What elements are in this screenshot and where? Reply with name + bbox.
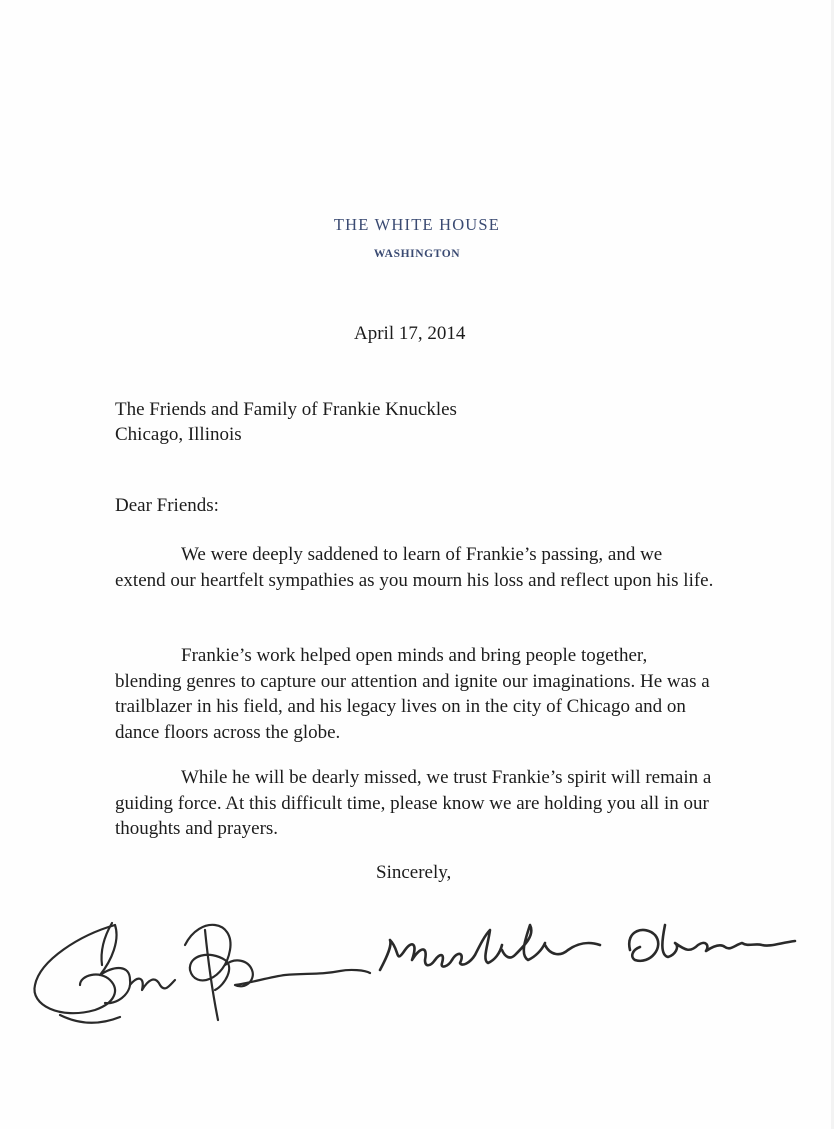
letterhead-subtitle: WASHINGTON xyxy=(373,248,461,260)
letterhead-title: THE WHITE HOUSE xyxy=(333,215,501,234)
letter-date: April 17, 2014 xyxy=(354,323,466,344)
closing: Sincerely, xyxy=(376,862,452,883)
signature-michelle-obama xyxy=(380,925,795,970)
signature-barack-obama xyxy=(34,923,370,1023)
recipient-line-2: Chicago, Illinois xyxy=(115,424,242,445)
signatures xyxy=(20,905,820,1035)
recipient-line-1: The Friends and Family of Frankie Knuckles xyxy=(115,399,457,420)
recipient-address xyxy=(115,397,457,447)
body-paragraph-1: We were deeply saddened to learn of Frankie’s passing, and we extend our heartfelt sympathies as you mourn his loss and reflect upon his life. xyxy=(115,544,714,591)
body-paragraph-2: Frankie’s work helped open minds and bring people together, blending genres to capture our attention and ignite our imaginations. He was a trailblazer in his field, and his legacy lives on in the city of Chicago and on dance floors across the globe. xyxy=(115,645,710,743)
salutation: Dear Friends: xyxy=(115,495,219,516)
body-paragraph-3: While he will be dearly missed, we trust Frankie’s spirit will remain a guiding force. At this difficult time, please know we are holding you all in our thoughts and prayers. xyxy=(115,767,712,839)
